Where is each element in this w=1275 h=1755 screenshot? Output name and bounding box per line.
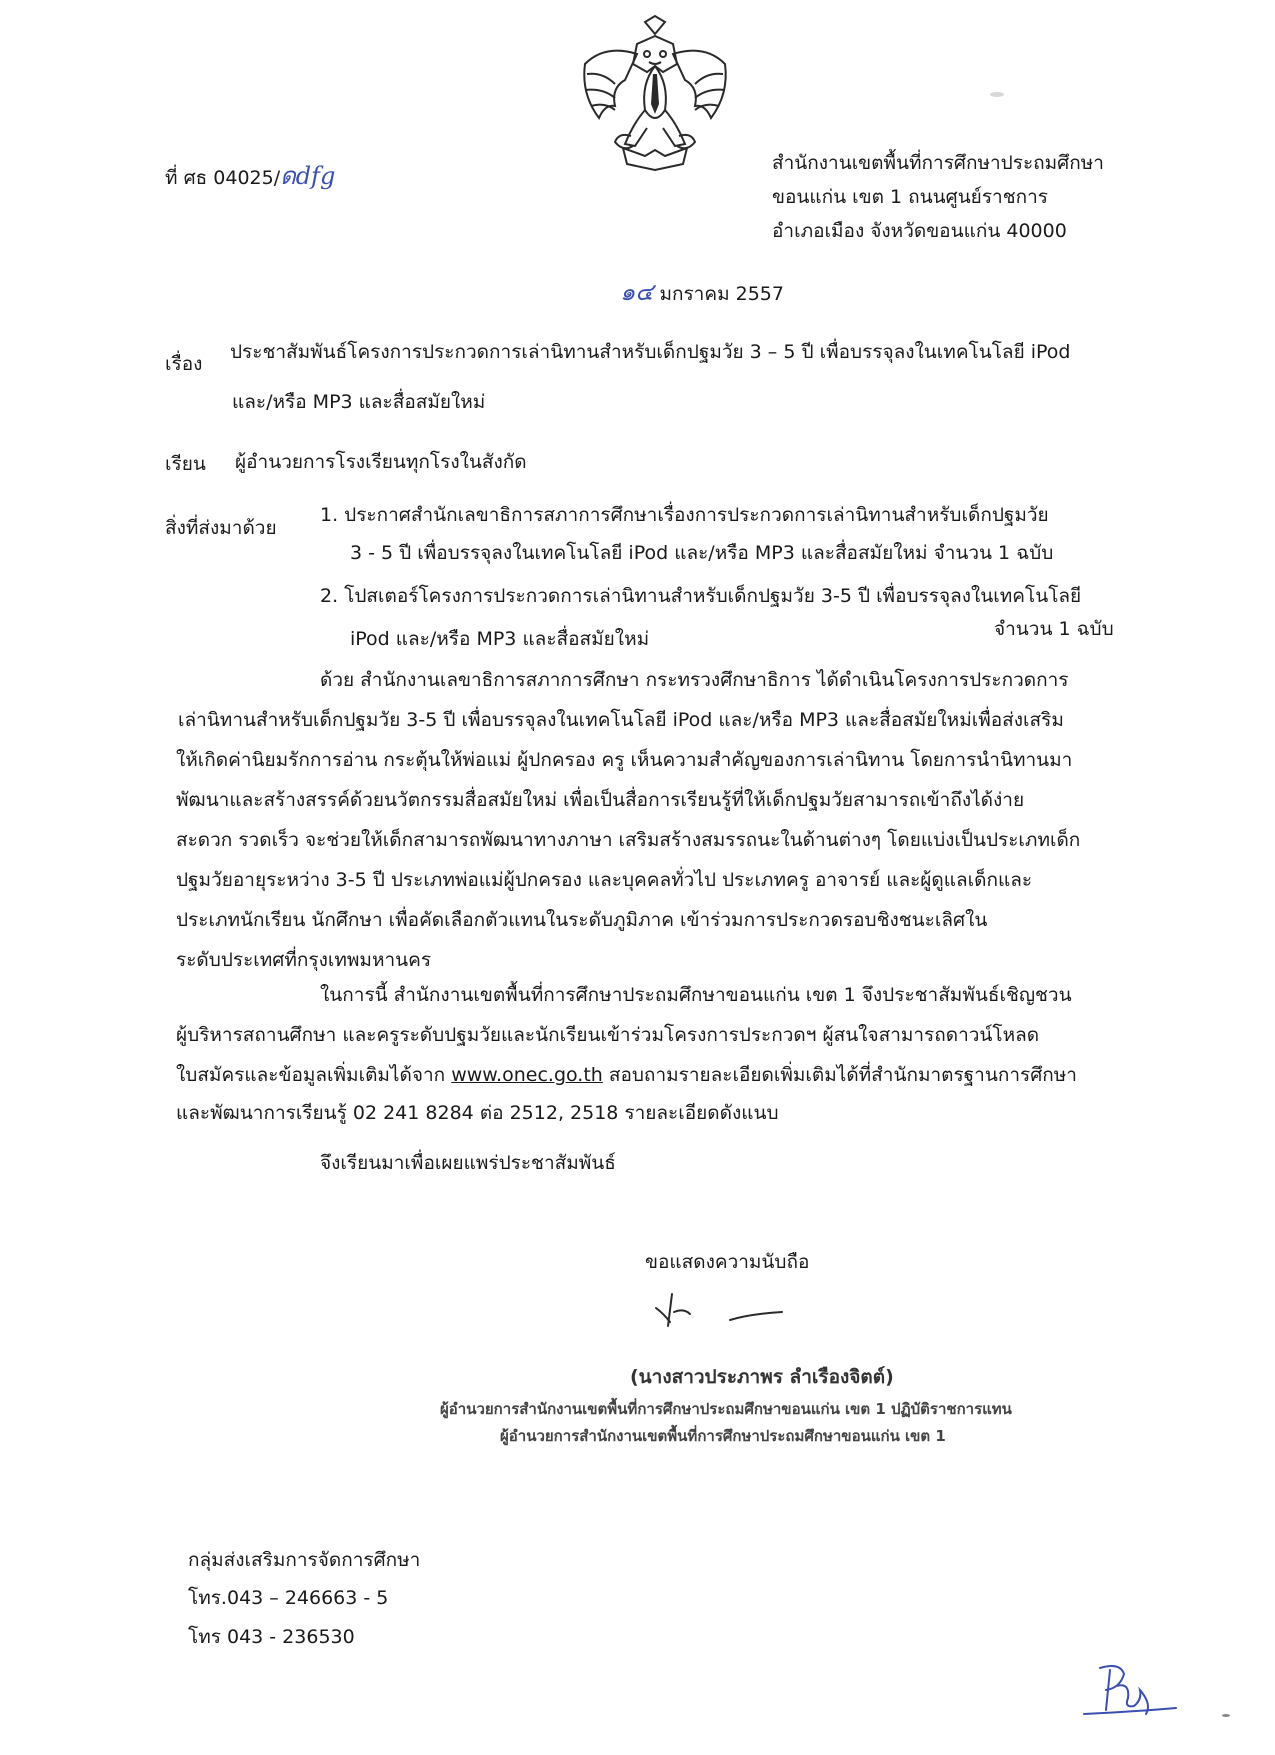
garuda-emblem bbox=[575, 14, 735, 174]
scan-mark bbox=[1222, 1714, 1230, 1717]
body-p1-line-5: สะดวก รวดเร็ว จะช่วยให้เด็กสามารถพัฒนาทางภาษา เสริมสร้างสมรรถนะในด้านต่างๆ โดยแบ่งเป็นประเภทเด็ก bbox=[176, 829, 1081, 851]
office-line-2: ขอนแก่น เขต 1 ถนนศูนย์ราชการ bbox=[772, 186, 1048, 208]
department-name: กลุ่มส่งเสริมการจัดการศึกษา bbox=[188, 1549, 421, 1571]
subject-line-1: ประชาสัมพันธ์โครงการประกวดการเล่านิทานสำหรับเด็กปฐมวัย 3 – 5 ปี เพื่อบรรจุลงในเทคโนโลยี iPod bbox=[230, 341, 1071, 363]
office-address bbox=[772, 146, 1104, 248]
scan-mark bbox=[990, 92, 1004, 97]
onec-website-link[interactable]: www.onec.go.th bbox=[451, 1064, 603, 1086]
signatory-position-line-2: ผู้อำนวยการสำนักงานเขตพื้นที่การศึกษาประถมศึกษาขอนแก่น เขต 1 bbox=[500, 1427, 946, 1445]
subject-label: เรื่อง bbox=[165, 353, 203, 375]
subject-line-2: และ/หรือ MP3 และสื่อสมัยใหม่ bbox=[232, 391, 486, 413]
body-p1-line-4: พัฒนาและสร้างสรรค์ด้วยนวัตกรรมสื่อสมัยใหม่ เพื่อเป็นสื่อการเรียนรู้ที่ให้เด็กปฐมวัยสามารถเข้าถึงได้ง่าย bbox=[176, 789, 1025, 811]
enclosure-1-line-2: 3 - 5 ปี เพื่อบรรจุลงในเทคโนโลยี iPod และ/หรือ MP3 และสื่อสมัยใหม่ จำนวน 1 ฉบับ bbox=[350, 542, 1054, 564]
closing-request: จึงเรียนมาเพื่อเผยแพร่ประชาสัมพันธ์ bbox=[320, 1152, 616, 1174]
reference-number bbox=[165, 164, 335, 190]
enclosures-label: สิ่งที่ส่งมาด้วย bbox=[165, 517, 277, 539]
enclosure-2-quantity: จำนวน 1 ฉบับ bbox=[994, 618, 1114, 640]
addressee-text: ผู้อำนวยการโรงเรียนทุกโรงในสังกัด bbox=[235, 451, 527, 473]
closing-salutation: ขอแสดงความนับถือ bbox=[645, 1251, 810, 1273]
body-p1-line-2: เล่านิทานสำหรับเด็กปฐมวัย 3-5 ปี เพื่อบรรจุลงในเทคโนโลยี iPod และ/หรือ MP3 และสื่อสมัยใหม่เพื่อส่งเสริม bbox=[178, 709, 1064, 731]
handwritten-initials bbox=[1080, 1660, 1180, 1720]
date-month-year: มกราคม 2557 bbox=[659, 283, 784, 305]
handwritten-signature bbox=[650, 1288, 790, 1338]
body-p2-line-4: และพัฒนาการเรียนรู้ 02 241 8284 ต่อ 2512, 2518 รายละเอียดดังแนบ bbox=[176, 1102, 779, 1124]
phone-2: โทร 043 - 236530 bbox=[188, 1626, 355, 1648]
body-p2-line-3-end: สอบถามรายละเอียดเพิ่มเติมได้ที่สำนักมาตรฐานการศึกษา bbox=[602, 1064, 1077, 1086]
enclosure-2-line-1: 2. โปสเตอร์โครงการประกวดการเล่านิทานสำหรับเด็กปฐมวัย 3-5 ปี เพื่อบรรจุลงในเทคโนโลยี bbox=[320, 585, 1082, 607]
phone-1: โทร.043 – 246663 - 5 bbox=[188, 1587, 389, 1609]
body-p1-line-1: ด้วย สำนักงานเลขาธิการสภาการศึกษา กระทรวงศึกษาธิการ ได้ดำเนินโครงการประกวดการ bbox=[320, 669, 1069, 691]
addressee-label: เรียน bbox=[165, 453, 206, 475]
office-line-1: สำนักงานเขตพื้นที่การศึกษาประถมศึกษา bbox=[772, 152, 1104, 174]
signatory-position-line-1: ผู้อำนวยการสำนักงานเขตพื้นที่การศึกษาประถมศึกษาขอนแก่น เขต 1 ปฏิบัติราชการแทน bbox=[440, 1400, 1012, 1418]
enclosure-1-line-1: 1. ประกาศสำนักเลขาธิการสภาการศึกษาเรื่องการประกวดการเล่านิทานสำหรับเด็กปฐมวัย bbox=[320, 504, 1049, 526]
reference-prefix: ที่ ศธ 04025/ bbox=[165, 167, 281, 189]
body-p2-line-1: ในการนี้ สำนักงานเขตพื้นที่การศึกษาประถมศึกษาขอนแก่น เขต 1 จึงประชาสัมพันธ์เชิญชวน bbox=[320, 984, 1072, 1006]
body-p1-line-7: ประเภทนักเรียน นักศึกษา เพื่อคัดเลือกตัวแทนในระดับภูมิภาค เข้าร่วมการประกวดรอบชิงชนะเลิศใน bbox=[176, 909, 988, 931]
letter-date bbox=[620, 280, 784, 306]
body-p1-line-6: ปฐมวัยอายุระหว่าง 3-5 ปี ประเภทพ่อแม่ผู้ปกครอง และบุคคลทั่วไป ประเภทครู อาจารย์ และผู้ดูแลเด็กและ bbox=[176, 869, 1033, 891]
body-p1-line-8: ระดับประเทศที่กรุงเทพมหานคร bbox=[176, 949, 432, 971]
body-p2-line-3-start: ใบสมัครและข้อมูลเพิ่มเติมได้จาก bbox=[176, 1064, 452, 1086]
body-p1-line-3: ให้เกิดค่านิยมรักการอ่าน กระตุ้นให้พ่อแม่ ผู้ปกครอง ครู เห็นความสำคัญของการเล่านิทาน โดยการนำนิทานมา bbox=[176, 749, 1073, 771]
enclosure-2-line-2: iPod และ/หรือ MP3 และสื่อสมัยใหม่ bbox=[350, 628, 650, 650]
signatory-name: (นางสาวประภาพร ลำเรืองจิตต์) bbox=[630, 1366, 894, 1388]
body-p2-line-2: ผู้บริหารสถานศึกษา และครูระดับปฐมวัยและนักเรียนเข้าร่วมโครงการประกวดฯ ผู้สนใจสามารถดาวน์โหลด bbox=[176, 1024, 1040, 1046]
reference-handwritten: ดdfg bbox=[280, 162, 336, 190]
date-day-handwritten: ๑๔ bbox=[620, 278, 654, 306]
office-line-3: อำเภอเมือง จังหวัดขอนแก่น 40000 bbox=[772, 220, 1067, 242]
body-p2-line-3 bbox=[176, 1063, 1077, 1087]
